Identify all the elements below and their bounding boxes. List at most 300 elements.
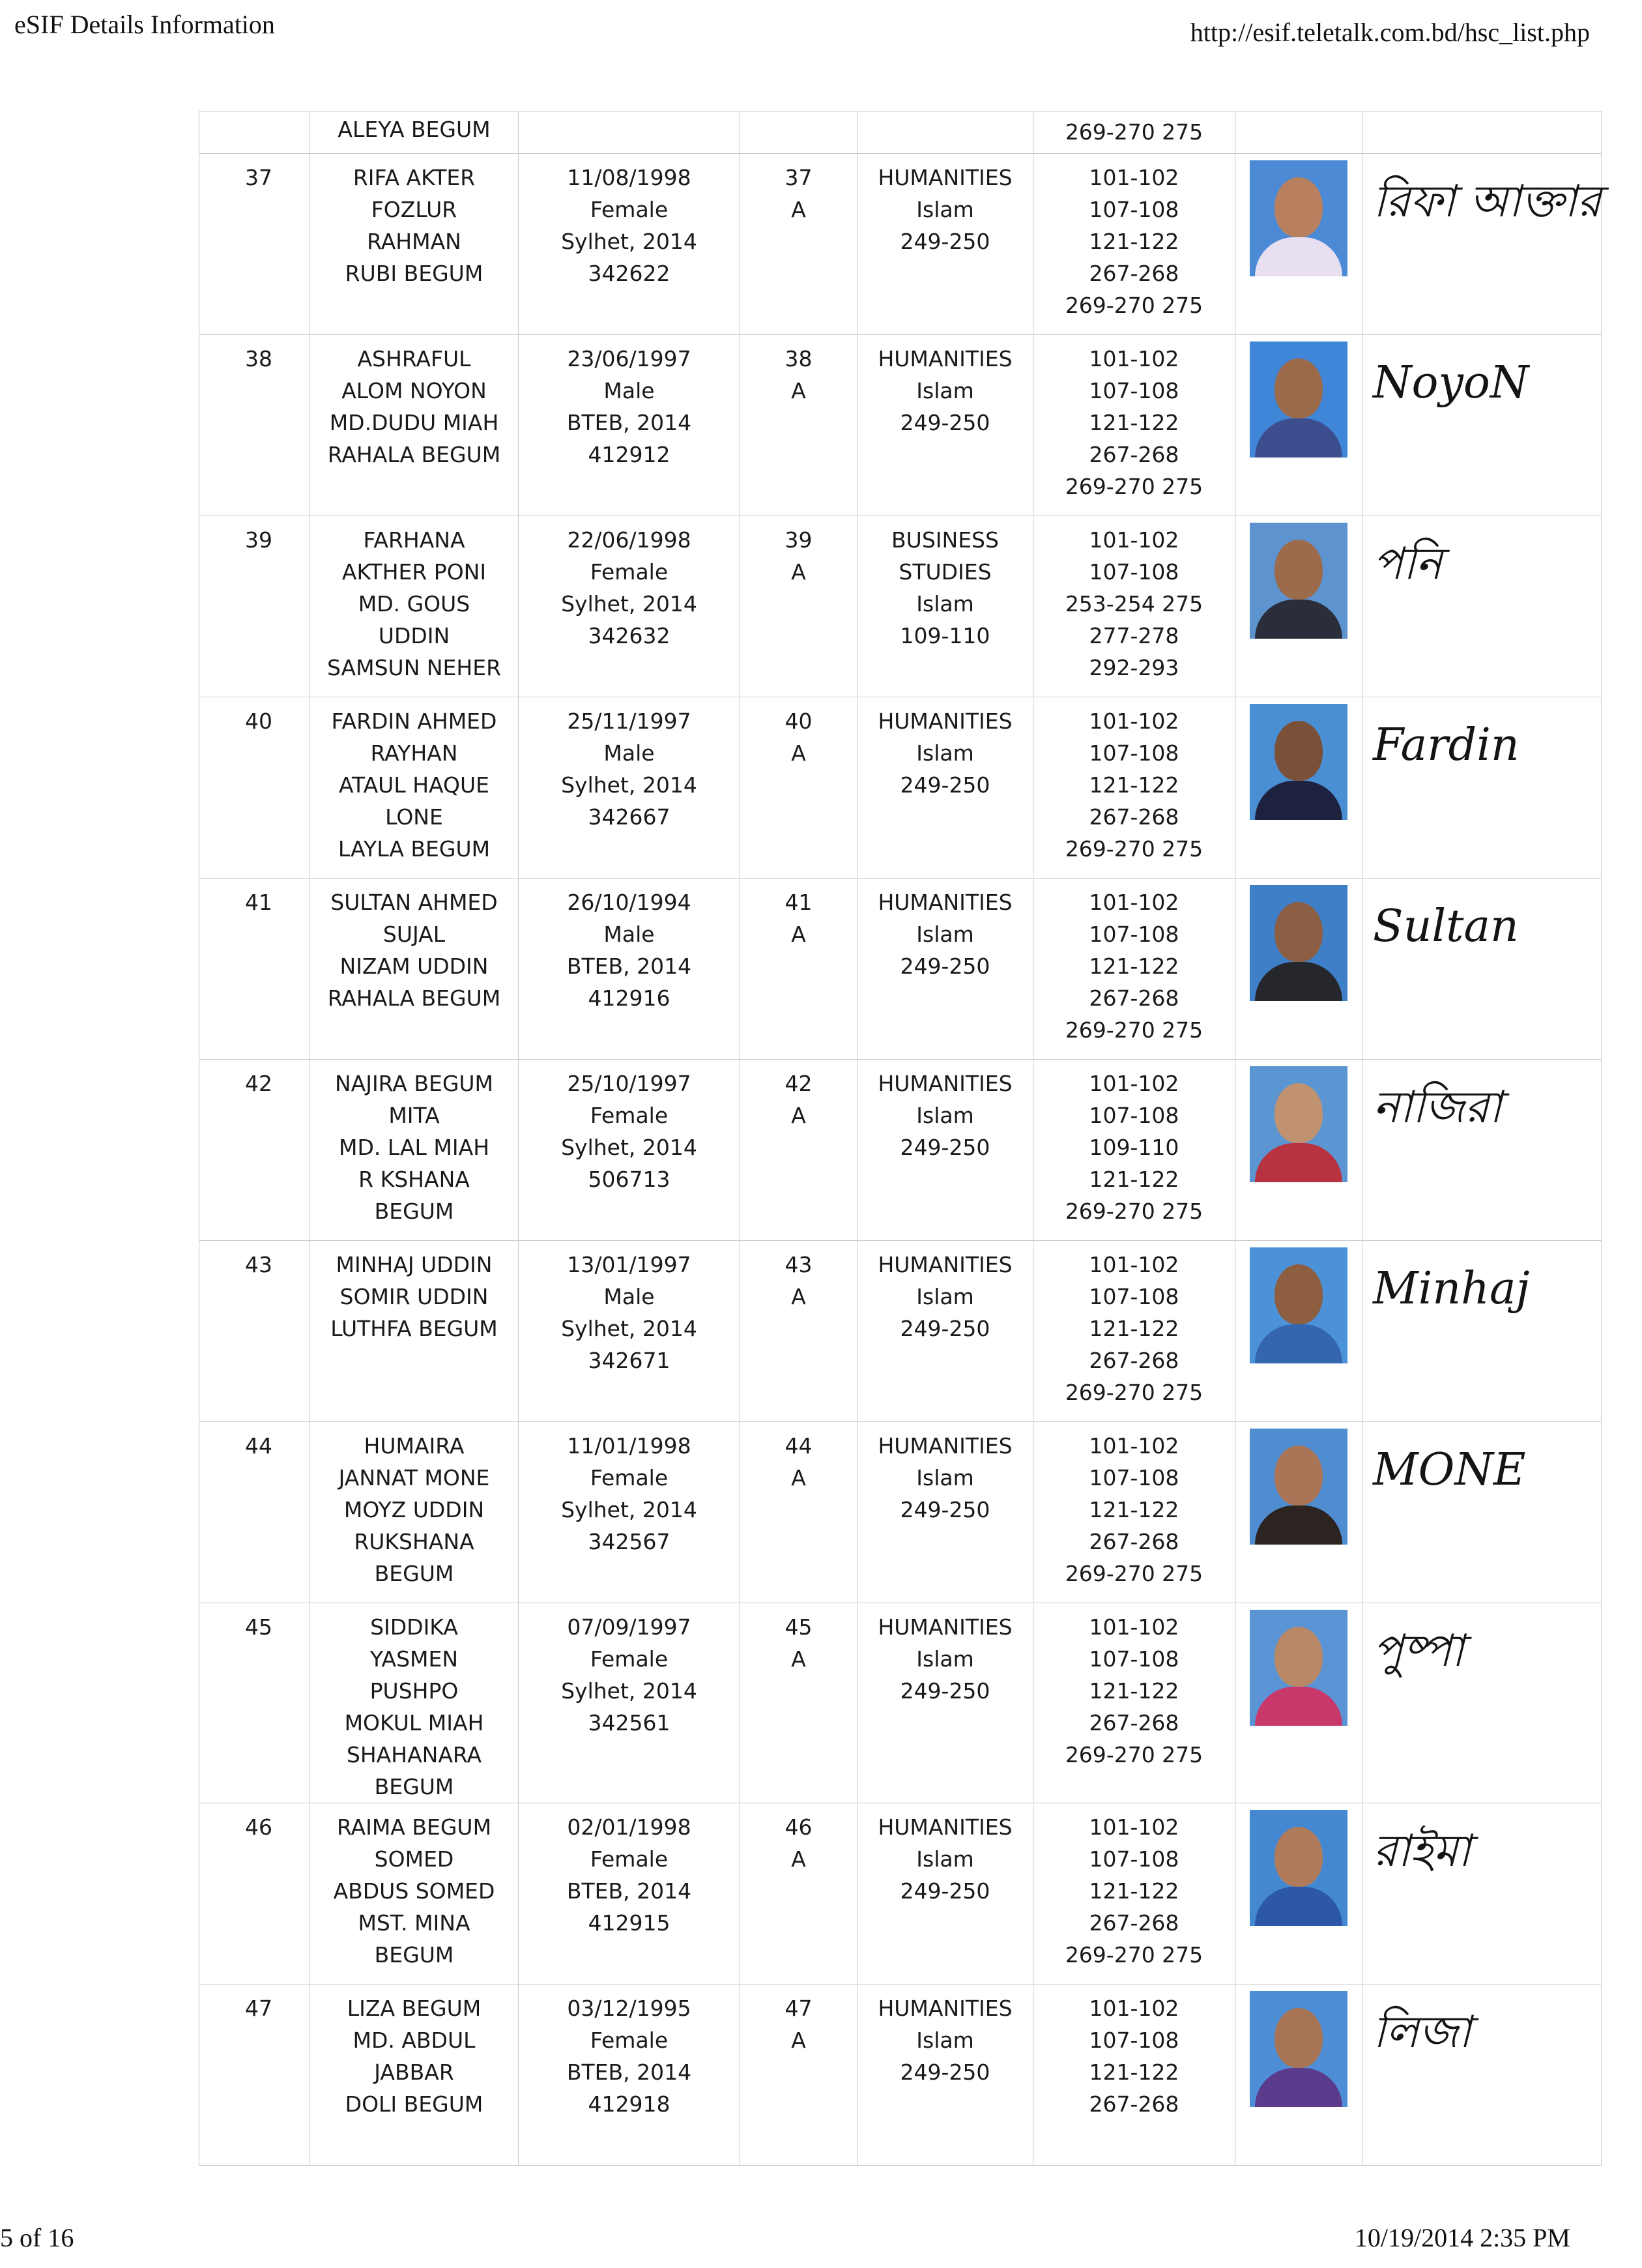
group-cell bbox=[857, 154, 1033, 335]
signature-cell bbox=[1362, 1241, 1602, 1422]
info-cell bbox=[519, 697, 740, 879]
photo-face bbox=[1275, 540, 1323, 600]
signature-cell bbox=[1362, 335, 1602, 516]
subject-code-line: 121-122 bbox=[1089, 2059, 1179, 2085]
photo-shoulders bbox=[1255, 600, 1342, 639]
info-line: Male bbox=[603, 378, 655, 403]
group-line: Islam bbox=[916, 740, 974, 766]
info-line: 412915 bbox=[588, 1910, 670, 1936]
roll-line: A bbox=[791, 2028, 806, 2053]
name-line: LAYLA BEGUM bbox=[338, 836, 491, 862]
name-line: MOYZ UDDIN bbox=[343, 1497, 485, 1522]
serial-number: 40 bbox=[245, 708, 272, 734]
student-signature: Fardin bbox=[1373, 720, 1520, 771]
name-line: MITA bbox=[388, 1103, 440, 1128]
subject-code-line: 101-102 bbox=[1089, 1814, 1179, 1840]
subject-code-line: 107-108 bbox=[1089, 922, 1179, 947]
info-line: 02/01/1998 bbox=[567, 1814, 691, 1840]
info-line: 342671 bbox=[588, 1348, 670, 1373]
serial-number: 37 bbox=[245, 165, 272, 190]
student-signature: পনি bbox=[1373, 538, 1443, 590]
record-row bbox=[199, 1803, 1602, 1984]
subject-code-line: 269-270 275 bbox=[1065, 1199, 1203, 1224]
group-line: Islam bbox=[916, 1846, 974, 1872]
signature-cell bbox=[1362, 1803, 1602, 1984]
signature-cell bbox=[1362, 516, 1602, 697]
name-line: ATAUL HAQUE bbox=[339, 772, 489, 798]
subject-code-line: 121-122 bbox=[1089, 229, 1179, 254]
group-line: 249-250 bbox=[900, 410, 990, 435]
info-line: 342567 bbox=[588, 1529, 670, 1554]
name-line: BEGUM bbox=[374, 1942, 454, 1968]
name-cell bbox=[310, 1241, 519, 1422]
subject-code-cell bbox=[1033, 154, 1235, 335]
roll-line: 37 bbox=[785, 165, 813, 190]
roll-line: 38 bbox=[785, 346, 813, 371]
record-row bbox=[199, 154, 1602, 335]
roll-line: A bbox=[791, 559, 806, 585]
info-line: 03/12/1995 bbox=[567, 1996, 691, 2021]
group-line: Islam bbox=[916, 2028, 974, 2053]
serial-cell bbox=[199, 154, 310, 335]
subject-code-line: 107-108 bbox=[1089, 740, 1179, 766]
name-line: NAJIRA BEGUM bbox=[334, 1071, 494, 1096]
student-signature: লিজা bbox=[1373, 2007, 1471, 2058]
info-line: 25/10/1997 bbox=[567, 1071, 691, 1096]
info-line: 412918 bbox=[588, 2091, 670, 2117]
subject-code-line: 292-293 bbox=[1089, 655, 1179, 680]
info-line: Female bbox=[590, 1465, 669, 1490]
subject-code-line: 109-110 bbox=[1089, 1135, 1179, 1160]
record-row bbox=[199, 1060, 1602, 1241]
roll-cell bbox=[740, 697, 857, 879]
info-line: Male bbox=[603, 1284, 655, 1309]
group-line: HUMANITIES bbox=[878, 1814, 1013, 1840]
name-line: MOKUL MIAH bbox=[344, 1710, 484, 1736]
subject-code-line: 101-102 bbox=[1089, 346, 1179, 371]
info-line: 11/01/1998 bbox=[567, 1433, 691, 1459]
roll-cell bbox=[740, 1984, 857, 2166]
record-row bbox=[199, 1241, 1602, 1422]
info-cell bbox=[519, 1803, 740, 1984]
subject-code-cell bbox=[1033, 1603, 1235, 1803]
subject-code-line: 269-270 275 bbox=[1065, 1561, 1203, 1586]
name-cell bbox=[310, 697, 519, 879]
serial-cell bbox=[199, 1060, 310, 1241]
info-line: 26/10/1994 bbox=[567, 890, 691, 915]
subject-code-line: 107-108 bbox=[1089, 1284, 1179, 1309]
group-line: 249-250 bbox=[900, 1135, 990, 1160]
student-signature: NoyoN bbox=[1373, 357, 1529, 409]
record-row bbox=[199, 335, 1602, 516]
subject-code-line: 269-270 275 bbox=[1065, 836, 1203, 862]
name-cell bbox=[310, 111, 519, 154]
group-line: HUMANITIES bbox=[878, 1996, 1013, 2021]
group-line: 249-250 bbox=[900, 1878, 990, 1904]
serial-cell bbox=[199, 697, 310, 879]
photo-shoulders bbox=[1255, 1887, 1342, 1926]
photo-shoulders bbox=[1255, 237, 1342, 276]
serial-number: 43 bbox=[245, 1252, 272, 1277]
name-line: BEGUM bbox=[374, 1199, 454, 1224]
roll-line: A bbox=[791, 197, 806, 222]
group-line: Islam bbox=[916, 1646, 974, 1672]
name-line: MD. LAL MIAH bbox=[338, 1135, 490, 1160]
roll-line: 47 bbox=[785, 1996, 813, 2021]
roll-line: A bbox=[791, 740, 806, 766]
subject-code-cell bbox=[1033, 1422, 1235, 1603]
photo-cell bbox=[1235, 1060, 1362, 1241]
serial-number: 45 bbox=[245, 1614, 272, 1640]
subject-code-cell bbox=[1033, 879, 1235, 1060]
group-cell bbox=[857, 1984, 1033, 2166]
name-line: UDDIN bbox=[378, 623, 450, 648]
subject-code-line: 269-270 275 bbox=[1065, 1942, 1203, 1968]
roll-line: 45 bbox=[785, 1614, 813, 1640]
roll-cell bbox=[740, 879, 857, 1060]
signature-cell bbox=[1362, 879, 1602, 1060]
roll-cell bbox=[740, 335, 857, 516]
serial-number: 39 bbox=[245, 527, 272, 553]
continuation-row bbox=[199, 111, 1602, 154]
signature-cell bbox=[1362, 1603, 1602, 1803]
page-header-url: http://esif.teletalk.com.bd/hsc_list.php bbox=[1190, 18, 1590, 47]
student-photo bbox=[1250, 704, 1347, 820]
photo-cell bbox=[1235, 1803, 1362, 1984]
name-line: LIZA BEGUM bbox=[347, 1996, 482, 2021]
info-line: Sylhet, 2014 bbox=[561, 1316, 697, 1341]
group-line: HUMANITIES bbox=[878, 346, 1013, 371]
info-line: 342632 bbox=[588, 623, 670, 648]
info-cell bbox=[519, 111, 740, 154]
group-line: 249-250 bbox=[900, 1316, 990, 1341]
info-line: Female bbox=[590, 1646, 669, 1672]
name-line: FOZLUR bbox=[371, 197, 457, 222]
info-line: Sylhet, 2014 bbox=[561, 1135, 697, 1160]
roll-cell bbox=[740, 154, 857, 335]
name-line: MINHAJ UDDIN bbox=[336, 1252, 493, 1277]
name-line: LUTHFA BEGUM bbox=[330, 1316, 498, 1341]
serial-number: 46 bbox=[245, 1814, 272, 1840]
name-line: MD. ABDUL bbox=[353, 2028, 476, 2053]
subject-code-cell bbox=[1033, 111, 1235, 154]
subject-code-line: 101-102 bbox=[1089, 527, 1179, 553]
serial-cell bbox=[199, 1422, 310, 1603]
student-signature: MONE bbox=[1373, 1444, 1526, 1496]
info-cell bbox=[519, 516, 740, 697]
photo-face bbox=[1275, 177, 1323, 237]
photo-shoulders bbox=[1255, 418, 1342, 458]
subject-code-line: 269-270 275 bbox=[1065, 1742, 1203, 1767]
subject-code-line: 107-108 bbox=[1089, 1846, 1179, 1872]
serial-number: 42 bbox=[245, 1071, 272, 1096]
roll-cell bbox=[740, 1422, 857, 1603]
name-line: ALEYA BEGUM bbox=[338, 117, 491, 142]
serial-cell bbox=[199, 516, 310, 697]
group-cell bbox=[857, 1241, 1033, 1422]
photo-face bbox=[1275, 358, 1323, 418]
subject-code-line: 253-254 275 bbox=[1065, 591, 1203, 617]
group-cell bbox=[857, 516, 1033, 697]
info-line: 412912 bbox=[588, 442, 670, 467]
page-header-title: eSIF Details Information bbox=[14, 10, 275, 39]
name-line: AKTHER PONI bbox=[341, 559, 487, 585]
group-line: Islam bbox=[916, 1284, 974, 1309]
group-cell bbox=[857, 335, 1033, 516]
subject-code-line: 269-270 275 bbox=[1065, 119, 1203, 145]
roll-line: A bbox=[791, 922, 806, 947]
subject-code-line: 101-102 bbox=[1089, 1614, 1179, 1640]
group-cell bbox=[857, 879, 1033, 1060]
serial-cell bbox=[199, 1241, 310, 1422]
info-line: Sylhet, 2014 bbox=[561, 229, 697, 254]
roll-cell bbox=[740, 111, 857, 154]
group-line: HUMANITIES bbox=[878, 1614, 1013, 1640]
photo-face bbox=[1275, 902, 1323, 962]
photo-cell bbox=[1235, 154, 1362, 335]
photo-shoulders bbox=[1255, 2068, 1342, 2107]
photo-shoulders bbox=[1255, 962, 1342, 1001]
photo-shoulders bbox=[1255, 1324, 1342, 1363]
group-line: 109-110 bbox=[900, 623, 990, 648]
roll-line: 46 bbox=[785, 1814, 813, 1840]
subject-code-line: 101-102 bbox=[1089, 708, 1179, 734]
serial-cell bbox=[199, 335, 310, 516]
print-datetime: 10/19/2014 2:35 PM bbox=[1354, 2223, 1570, 2252]
subject-code-line: 101-102 bbox=[1089, 1996, 1179, 2021]
student-photo bbox=[1250, 1066, 1347, 1182]
group-line: 249-250 bbox=[900, 1678, 990, 1704]
photo-face bbox=[1275, 1827, 1323, 1887]
subject-code-line: 121-122 bbox=[1089, 953, 1179, 979]
info-line: Female bbox=[590, 1846, 669, 1872]
name-line: SOMED bbox=[374, 1846, 454, 1872]
group-line: 249-250 bbox=[900, 953, 990, 979]
serial-cell bbox=[199, 879, 310, 1060]
name-line: HUMAIRA bbox=[364, 1433, 465, 1459]
info-cell bbox=[519, 1241, 740, 1422]
group-line: STUDIES bbox=[899, 559, 992, 585]
info-line: 506713 bbox=[588, 1167, 670, 1192]
info-line: Sylhet, 2014 bbox=[561, 772, 697, 798]
name-line: MD. GOUS bbox=[358, 591, 470, 617]
subject-code-line: 107-108 bbox=[1089, 1103, 1179, 1128]
name-line: RAHMAN bbox=[367, 229, 461, 254]
photo-face bbox=[1275, 2008, 1323, 2068]
student-signature: রিফা আক্তার bbox=[1373, 176, 1602, 227]
photo-face bbox=[1275, 1264, 1323, 1324]
name-line: BEGUM bbox=[374, 1774, 454, 1799]
page-number: 5 of 16 bbox=[0, 2223, 74, 2252]
subject-code-line: 267-268 bbox=[1089, 261, 1179, 286]
photo-cell bbox=[1235, 1984, 1362, 2166]
photo-face bbox=[1275, 1627, 1323, 1687]
student-photo bbox=[1250, 1991, 1347, 2107]
student-photo bbox=[1250, 1429, 1347, 1545]
student-photo bbox=[1250, 523, 1347, 639]
subject-code-cell bbox=[1033, 1803, 1235, 1984]
info-line: Female bbox=[590, 2028, 669, 2053]
name-line: NIZAM UDDIN bbox=[339, 953, 489, 979]
record-row bbox=[199, 1984, 1602, 2166]
subject-code-cell bbox=[1033, 1241, 1235, 1422]
subject-code-line: 107-108 bbox=[1089, 197, 1179, 222]
subject-code-line: 101-102 bbox=[1089, 165, 1179, 190]
group-line: Islam bbox=[916, 197, 974, 222]
serial-number: 41 bbox=[245, 890, 272, 915]
name-cell bbox=[310, 1422, 519, 1603]
subject-code-line: 267-268 bbox=[1089, 985, 1179, 1011]
photo-face bbox=[1275, 721, 1323, 781]
group-line: HUMANITIES bbox=[878, 890, 1013, 915]
subject-code-line: 121-122 bbox=[1089, 1497, 1179, 1522]
subject-code-line: 121-122 bbox=[1089, 1167, 1179, 1192]
subject-code-line: 267-268 bbox=[1089, 442, 1179, 467]
record-row bbox=[199, 516, 1602, 697]
group-line: HUMANITIES bbox=[878, 1433, 1013, 1459]
name-line: RAIMA BEGUM bbox=[336, 1814, 492, 1840]
roll-line: A bbox=[791, 1103, 806, 1128]
serial-cell bbox=[199, 111, 310, 154]
photo-cell bbox=[1235, 1241, 1362, 1422]
name-line: FARHANA bbox=[363, 527, 465, 553]
signature-cell bbox=[1362, 1422, 1602, 1603]
roll-line: 42 bbox=[785, 1071, 813, 1096]
info-cell bbox=[519, 1984, 740, 2166]
subject-code-line: 121-122 bbox=[1089, 1678, 1179, 1704]
student-signature: নাজিরা bbox=[1373, 1082, 1502, 1133]
serial-cell bbox=[199, 1803, 310, 1984]
subject-code-line: 121-122 bbox=[1089, 1316, 1179, 1341]
subject-code-line: 101-102 bbox=[1089, 1252, 1179, 1277]
photo-cell bbox=[1235, 1603, 1362, 1803]
roll-line: 39 bbox=[785, 527, 813, 553]
info-cell bbox=[519, 335, 740, 516]
roll-line: A bbox=[791, 378, 806, 403]
photo-shoulders bbox=[1255, 781, 1342, 820]
subject-code-line: 101-102 bbox=[1089, 890, 1179, 915]
subject-code-line: 267-268 bbox=[1089, 1348, 1179, 1373]
record-row bbox=[199, 879, 1602, 1060]
group-line: HUMANITIES bbox=[878, 165, 1013, 190]
group-line: Islam bbox=[916, 591, 974, 617]
group-line: Islam bbox=[916, 922, 974, 947]
subject-code-cell bbox=[1033, 516, 1235, 697]
photo-cell bbox=[1235, 879, 1362, 1060]
signature-cell bbox=[1362, 111, 1602, 154]
student-photo bbox=[1250, 342, 1347, 458]
info-line: Sylhet, 2014 bbox=[561, 1678, 697, 1704]
subject-code-line: 101-102 bbox=[1089, 1071, 1179, 1096]
roll-line: 40 bbox=[785, 708, 813, 734]
name-line: PUSHPO bbox=[369, 1678, 459, 1704]
info-line: 412916 bbox=[588, 985, 670, 1011]
group-line: HUMANITIES bbox=[878, 1071, 1013, 1096]
subject-code-line: 107-108 bbox=[1089, 378, 1179, 403]
student-signature: রাইমা bbox=[1373, 1825, 1471, 1877]
record-row bbox=[199, 1603, 1602, 1803]
subject-code-cell bbox=[1033, 1984, 1235, 2166]
photo-cell bbox=[1235, 111, 1362, 154]
info-line: 342561 bbox=[588, 1710, 670, 1736]
subject-code-line: 269-270 275 bbox=[1065, 1017, 1203, 1043]
photo-cell bbox=[1235, 516, 1362, 697]
subject-code-line: 121-122 bbox=[1089, 1878, 1179, 1904]
name-line: RAHALA BEGUM bbox=[327, 985, 501, 1011]
photo-face bbox=[1275, 1446, 1323, 1505]
group-cell bbox=[857, 111, 1033, 154]
roll-line: A bbox=[791, 1846, 806, 1872]
signature-cell bbox=[1362, 1984, 1602, 2166]
name-line: FARDIN AHMED bbox=[331, 708, 497, 734]
subject-code-line: 267-268 bbox=[1089, 1910, 1179, 1936]
name-cell bbox=[310, 154, 519, 335]
roll-cell bbox=[740, 516, 857, 697]
info-cell bbox=[519, 154, 740, 335]
subject-code-line: 267-268 bbox=[1089, 804, 1179, 830]
photo-cell bbox=[1235, 697, 1362, 879]
record-row bbox=[199, 1422, 1602, 1603]
info-cell bbox=[519, 1060, 740, 1241]
info-line: 23/06/1997 bbox=[567, 346, 691, 371]
name-line: JANNAT MONE bbox=[338, 1465, 490, 1490]
name-line: MST. MINA bbox=[358, 1910, 470, 1936]
roll-cell bbox=[740, 1060, 857, 1241]
photo-shoulders bbox=[1255, 1505, 1342, 1545]
name-line: DOLI BEGUM bbox=[345, 2091, 483, 2117]
roll-cell bbox=[740, 1603, 857, 1803]
group-cell bbox=[857, 1060, 1033, 1241]
info-line: 07/09/1997 bbox=[567, 1614, 691, 1640]
subject-code-line: 107-108 bbox=[1089, 559, 1179, 585]
name-line: SHAHANARA bbox=[346, 1742, 482, 1767]
info-line: BTEB, 2014 bbox=[566, 1878, 692, 1904]
name-line: YASMEN bbox=[369, 1646, 459, 1672]
subject-code-line: 107-108 bbox=[1089, 1465, 1179, 1490]
roll-line: 43 bbox=[785, 1252, 813, 1277]
name-line: BEGUM bbox=[374, 1561, 454, 1586]
signature-cell bbox=[1362, 697, 1602, 879]
subject-code-line: 269-270 275 bbox=[1065, 1380, 1203, 1405]
roll-line: A bbox=[791, 1465, 806, 1490]
group-line: HUMANITIES bbox=[878, 1252, 1013, 1277]
subject-code-line: 107-108 bbox=[1089, 1646, 1179, 1672]
subject-code-line: 267-268 bbox=[1089, 1529, 1179, 1554]
name-cell bbox=[310, 1984, 519, 2166]
serial-cell bbox=[199, 1603, 310, 1803]
name-cell bbox=[310, 1060, 519, 1241]
signature-cell bbox=[1362, 1060, 1602, 1241]
roll-line: A bbox=[791, 1284, 806, 1309]
info-line: 13/01/1997 bbox=[567, 1252, 691, 1277]
group-line: BUSINESS bbox=[891, 527, 999, 553]
subject-code-line: 107-108 bbox=[1089, 2028, 1179, 2053]
group-cell bbox=[857, 1422, 1033, 1603]
group-line: HUMANITIES bbox=[878, 708, 1013, 734]
name-line: LONE bbox=[385, 804, 443, 830]
info-line: BTEB, 2014 bbox=[566, 953, 692, 979]
name-cell bbox=[310, 879, 519, 1060]
info-line: 342667 bbox=[588, 804, 670, 830]
info-cell bbox=[519, 1603, 740, 1803]
info-line: Male bbox=[603, 922, 655, 947]
serial-number: 47 bbox=[245, 1996, 272, 2021]
name-line: ALOM NOYON bbox=[341, 378, 487, 403]
photo-cell bbox=[1235, 335, 1362, 516]
subject-code-line: 277-278 bbox=[1089, 623, 1179, 648]
student-photo bbox=[1250, 885, 1347, 1001]
name-line: R KSHANA bbox=[358, 1167, 470, 1192]
